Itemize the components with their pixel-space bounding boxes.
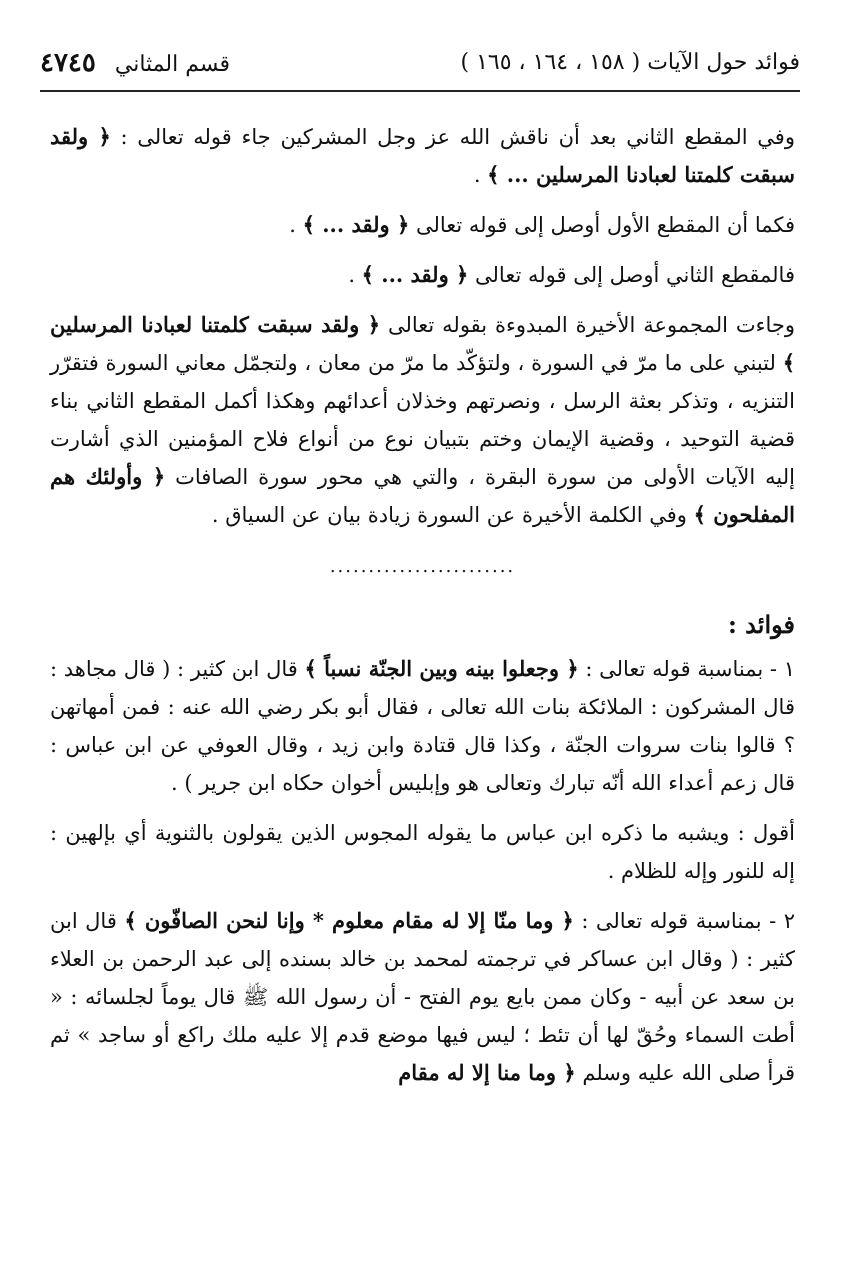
text: ١ - بمناسبة قوله تعالى : — [585, 657, 795, 681]
text: وفي المقطع الثاني بعد أن ناقش الله عز وجل المشركين جاء قوله تعالى : — [120, 125, 795, 149]
text: لتبني على ما مرّ في السورة ، ولتؤكّد ما مرّ من معان ، ولتجمّل معاني السورة فتقرّر التنزيه ، وتذكر بعثة الرسل ، ونصرتهم وخذلان أعدائهم وهكذا أكمل المقطع الثاني بناء قضية التوحيد ، وقضية الإيمان وختم بتبيان نوع من أنواع فلاح المؤمنين الذي أشارت إليه الآيات الأولى من سورة البقرة ، والتي هي محور سورة الصافات — [50, 351, 795, 489]
quran-quote: ﴿ ولقد ... ﴾ — [302, 212, 410, 237]
section-info — [40, 48, 230, 78]
section-heading: فوائد : — [727, 610, 795, 639]
text: . — [473, 163, 488, 187]
paragraph-4 — [50, 306, 795, 534]
text: فكما أن المقطع الأول أوصل إلى قوله تعالى — [415, 213, 795, 237]
page-body — [50, 118, 795, 1104]
text: وفي الكلمة الأخيرة عن السورة زيادة بيان عن السياق . — [211, 503, 694, 527]
benefit-1-comment — [50, 814, 795, 890]
quran-quote: ﴿ ولقد سبقت كلمتنا لعبادنا المرسلين ﴾ — [50, 312, 795, 375]
paragraph-1 — [50, 118, 795, 194]
quran-quote: ﴿ وأولئك هم المفلحون ﴾ — [50, 464, 795, 527]
paragraph-2 — [50, 206, 795, 244]
running-title: فوائد حول الآيات ( ١٥٨ ، ١٦٤ ، ١٦٥ ) — [460, 50, 800, 75]
text: أقول : ويشبه ما ذكره ابن عباس ما يقوله المجوس الذين يقولون بالثنوية أي بإلهين : إله للنور وإله للظلام . — [50, 821, 795, 883]
quran-quote: ﴿ وما منّا إلا له مقام معلوم * وإنا لنحن الصافّون ﴾ — [124, 908, 574, 933]
benefit-2 — [50, 902, 795, 1092]
page-header — [40, 40, 800, 92]
text: . — [348, 263, 362, 287]
quran-quote: ﴿ وما منا إلا له مقام — [398, 1060, 576, 1085]
section-name: قسم المثاني — [114, 52, 230, 77]
text: . — [289, 213, 303, 237]
text: قال ابن كثير : ( وقال ابن عساكر في ترجمته لمحمد بن خالد بسنده إلى عبد الرحمن بن العلاء بن سعد عن أبيه - وكان ممن بايع يوم الفتح - أن رسول الله ﷺ قال يوماً لجلسائه : « أطت السماء وحُقّ لها أن تئط ؛ ليس فيها موضع قدم إلا عليه ملك راكع أو ساجد » ثم قرأ صلى الله عليه وسلم — [50, 909, 795, 1085]
quran-quote: ﴿ ولقد ... ﴾ — [361, 262, 469, 287]
text: فالمقطع الثاني أوصل إلى قوله تعالى — [475, 263, 795, 287]
text: ٢ - بمناسبة قوله تعالى : — [581, 909, 796, 933]
text: وجاءت المجموعة الأخيرة المبدوءة بقوله تعالى — [388, 313, 795, 337]
paragraph-3 — [50, 256, 795, 294]
benefit-1 — [50, 650, 795, 802]
page-number: ٤٧٤٥ — [40, 48, 96, 78]
section-divider: ........................ — [329, 556, 516, 577]
text: قال ابن كثير : ( قال مجاهد : قال المشركون : الملائكة بنات الله تعالى ، فقال أبو بكر رضي الله عنه : فمن أمهاتهن ؟ قالوا بنات سروات الجنّة ، وكذا قال قتادة وابن زيد ، وقال العوفي عن ابن عباس : قال زعم أعداء الله أنّه تبارك وتعالى هو وإبليس أخوان حكاه ابن جرير ) . — [50, 657, 795, 795]
quran-quote: ﴿ ولقد سبقت كلمتنا لعبادنا المرسلين ... ﴾ — [50, 124, 795, 187]
quran-quote: ﴿ وجعلوا بينه وبين الجنّة نسباً ﴾ — [304, 656, 579, 681]
